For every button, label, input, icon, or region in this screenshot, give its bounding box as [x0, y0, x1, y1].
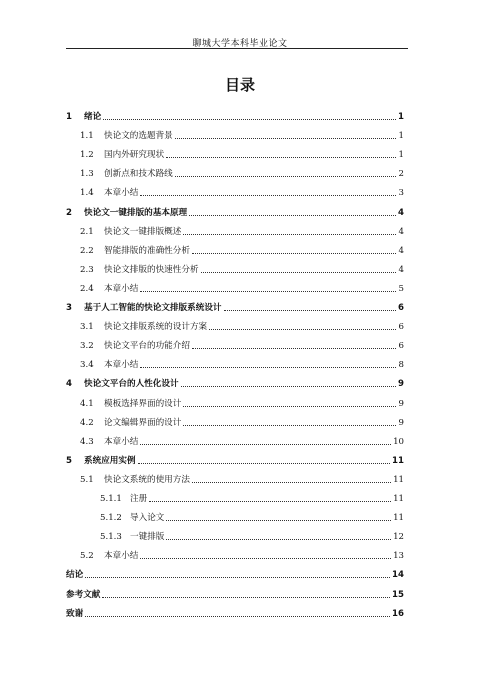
toc-entry-number: 2.2	[80, 245, 94, 256]
toc-dot-leader	[140, 443, 391, 445]
toc-title: 目录	[224, 76, 255, 94]
toc-entry-page: 16	[392, 608, 404, 619]
toc-entry-number: 5	[66, 455, 72, 466]
toc-entry-title: 绪论	[84, 112, 102, 122]
toc-entry-number: 1.4	[80, 188, 94, 199]
toc-entry-number: 2	[66, 207, 72, 218]
toc-entry-page: 6	[398, 341, 404, 352]
toc-entry-number: 3.1	[80, 322, 94, 333]
toc-entry-page: 15	[392, 589, 404, 600]
toc-entry	[80, 322, 404, 332]
toc-entry-number: 4	[66, 379, 72, 390]
page-header: 聊城大学本科毕业论文	[192, 39, 288, 49]
toc-entry	[66, 570, 404, 580]
toc-entry-number: 4.2	[80, 417, 94, 428]
toc-entry-number: 1.3	[80, 169, 94, 180]
toc-entry-number: 1	[66, 112, 72, 122]
toc-entry-number: 1.1	[80, 131, 94, 142]
toc-dot-leader	[166, 156, 396, 158]
toc-entry-title: 快论文排版的快速性分析	[104, 264, 199, 275]
toc-entry	[80, 341, 404, 351]
toc-entry-title: 本章小结	[104, 436, 139, 447]
toc-entry-number: 5.2	[80, 551, 94, 562]
toc-entry-page: 4	[398, 245, 404, 256]
toc-entry-page: 3	[398, 188, 404, 199]
toc-entry-title: 快论文的选题背景	[104, 131, 173, 142]
toc-dot-leader	[85, 576, 390, 578]
toc-entry-page: 11	[393, 474, 404, 485]
toc-dot-leader	[192, 252, 396, 254]
toc-dot-leader	[140, 290, 396, 292]
toc-entry-page: 4	[398, 226, 404, 237]
toc-entry	[80, 284, 404, 294]
table-of-contents	[66, 0, 404, 679]
toc-entry	[80, 246, 404, 256]
toc-entry	[66, 112, 404, 122]
toc-entry-number: 3.4	[80, 360, 94, 371]
toc-dot-leader	[103, 118, 396, 120]
toc-dot-leader	[201, 271, 396, 273]
toc-entry-title: 快论文平台的人性化设计	[84, 379, 179, 390]
toc-entry	[80, 360, 404, 370]
toc-entry-title: 结论	[66, 570, 84, 581]
toc-entry	[80, 399, 404, 409]
toc-entry-title: 国内外研究现状	[104, 150, 165, 161]
toc-dot-leader	[102, 596, 390, 598]
toc-entry-title: 导入论文	[130, 513, 165, 524]
toc-dot-leader	[183, 424, 396, 426]
toc-dot-leader	[189, 214, 396, 216]
toc-entry-title: 致谢	[66, 608, 84, 619]
toc-entry-title: 基于人工智能的快论文排版系统设计	[84, 303, 222, 313]
toc-dot-leader	[183, 405, 396, 407]
toc-entry-page: 5	[398, 283, 404, 294]
toc-entry	[66, 379, 404, 389]
toc-entry-page: 11	[392, 455, 404, 466]
toc-entry-page: 10	[393, 436, 404, 447]
toc-entry-title: 一键排版	[130, 532, 165, 543]
toc-entry	[80, 169, 404, 179]
toc-entry-number: 5.1.1	[100, 494, 122, 504]
toc-entry-title: 快论文系统的使用方法	[104, 474, 190, 485]
toc-entry	[80, 265, 404, 275]
toc-entry-number: 2.3	[80, 264, 94, 275]
toc-dot-leader	[175, 137, 396, 139]
toc-entry-title: 参考文献	[66, 589, 101, 600]
toc-entry-page: 9	[398, 417, 404, 428]
toc-entry-page: 14	[392, 570, 404, 581]
toc-entry-page: 4	[398, 264, 404, 275]
toc-dot-leader	[166, 538, 391, 540]
toc-dot-leader	[140, 557, 391, 559]
toc-dot-leader	[209, 328, 396, 330]
toc-entry-number: 4.1	[80, 398, 94, 409]
toc-entry-number: 1.2	[80, 150, 94, 161]
toc-dot-leader	[224, 309, 396, 311]
toc-entry-title: 快论文一键排版概述	[104, 226, 182, 237]
toc-entry	[80, 418, 404, 428]
toc-dot-leader	[175, 175, 396, 177]
toc-dot-leader	[140, 366, 396, 368]
toc-entry-page: 4	[398, 207, 404, 218]
toc-entry	[80, 475, 404, 485]
toc-entry	[80, 150, 404, 160]
toc-entry-page: 2	[398, 169, 404, 180]
toc-entry	[66, 303, 404, 313]
toc-dot-leader	[192, 347, 396, 349]
toc-entry-page: 9	[398, 398, 404, 409]
toc-entry	[80, 551, 404, 561]
toc-entry-page: 1	[398, 112, 404, 122]
toc-entry-title: 智能排版的准确性分析	[104, 245, 190, 256]
toc-entry	[66, 208, 404, 218]
toc-entry-page: 11	[393, 494, 404, 504]
toc-entry-title: 本章小结	[104, 283, 139, 294]
toc-entry	[100, 532, 404, 542]
toc-entry-title: 快论文一键排版的基本原理	[84, 207, 188, 218]
toc-entry-title: 创新点和技术路线	[104, 169, 173, 180]
toc-entry-page: 6	[398, 322, 404, 333]
toc-dot-leader	[140, 194, 396, 196]
toc-entry-page: 9	[398, 379, 404, 390]
toc-entry-number: 4.3	[80, 436, 94, 447]
toc-dot-leader	[166, 519, 391, 521]
toc-entry-number: 3.2	[80, 341, 94, 352]
toc-entry	[66, 590, 404, 600]
toc-entry	[66, 609, 404, 619]
toc-entry-page: 1	[398, 150, 404, 161]
toc-dot-leader	[183, 233, 396, 235]
toc-entry	[100, 494, 404, 504]
toc-dot-leader	[181, 385, 396, 387]
toc-entry	[80, 131, 404, 141]
toc-entry	[100, 513, 404, 523]
toc-entry-title: 本章小结	[104, 188, 139, 199]
toc-entry-number: 5.1.3	[100, 532, 122, 543]
toc-entry-title: 注册	[130, 494, 148, 504]
toc-entry-title: 快论文排版系统的设计方案	[104, 322, 208, 333]
toc-dot-leader	[192, 481, 391, 483]
toc-entry-number: 2.1	[80, 226, 94, 237]
toc-entry-page: 13	[393, 551, 404, 562]
toc-entry-title: 模板选择界面的设计	[104, 398, 182, 409]
toc-dot-leader	[138, 462, 390, 464]
toc-entry-number: 3	[66, 303, 72, 313]
toc-entry-number: 2.4	[80, 283, 94, 294]
toc-entry-title: 快论文平台的功能介绍	[104, 341, 190, 352]
toc-entry	[66, 456, 404, 466]
toc-entry	[80, 437, 404, 447]
toc-entry	[80, 188, 404, 198]
toc-entry-page: 1	[398, 131, 404, 142]
toc-dot-leader	[149, 500, 391, 502]
toc-entry-title: 本章小结	[104, 360, 139, 371]
toc-dot-leader	[85, 615, 390, 617]
toc-entry-title: 本章小结	[104, 551, 139, 562]
toc-entry-page: 8	[398, 360, 404, 371]
toc-entry	[80, 227, 404, 237]
toc-entry-number: 5.1.2	[100, 513, 122, 524]
toc-entry-title: 论文编辑界面的设计	[104, 417, 182, 428]
toc-entry-title: 系统应用实例	[84, 455, 136, 466]
toc-entry-page: 11	[393, 513, 404, 524]
toc-entry-number: 5.1	[80, 474, 94, 485]
toc-entry-page: 12	[393, 532, 404, 543]
toc-entry-page: 6	[398, 303, 404, 313]
